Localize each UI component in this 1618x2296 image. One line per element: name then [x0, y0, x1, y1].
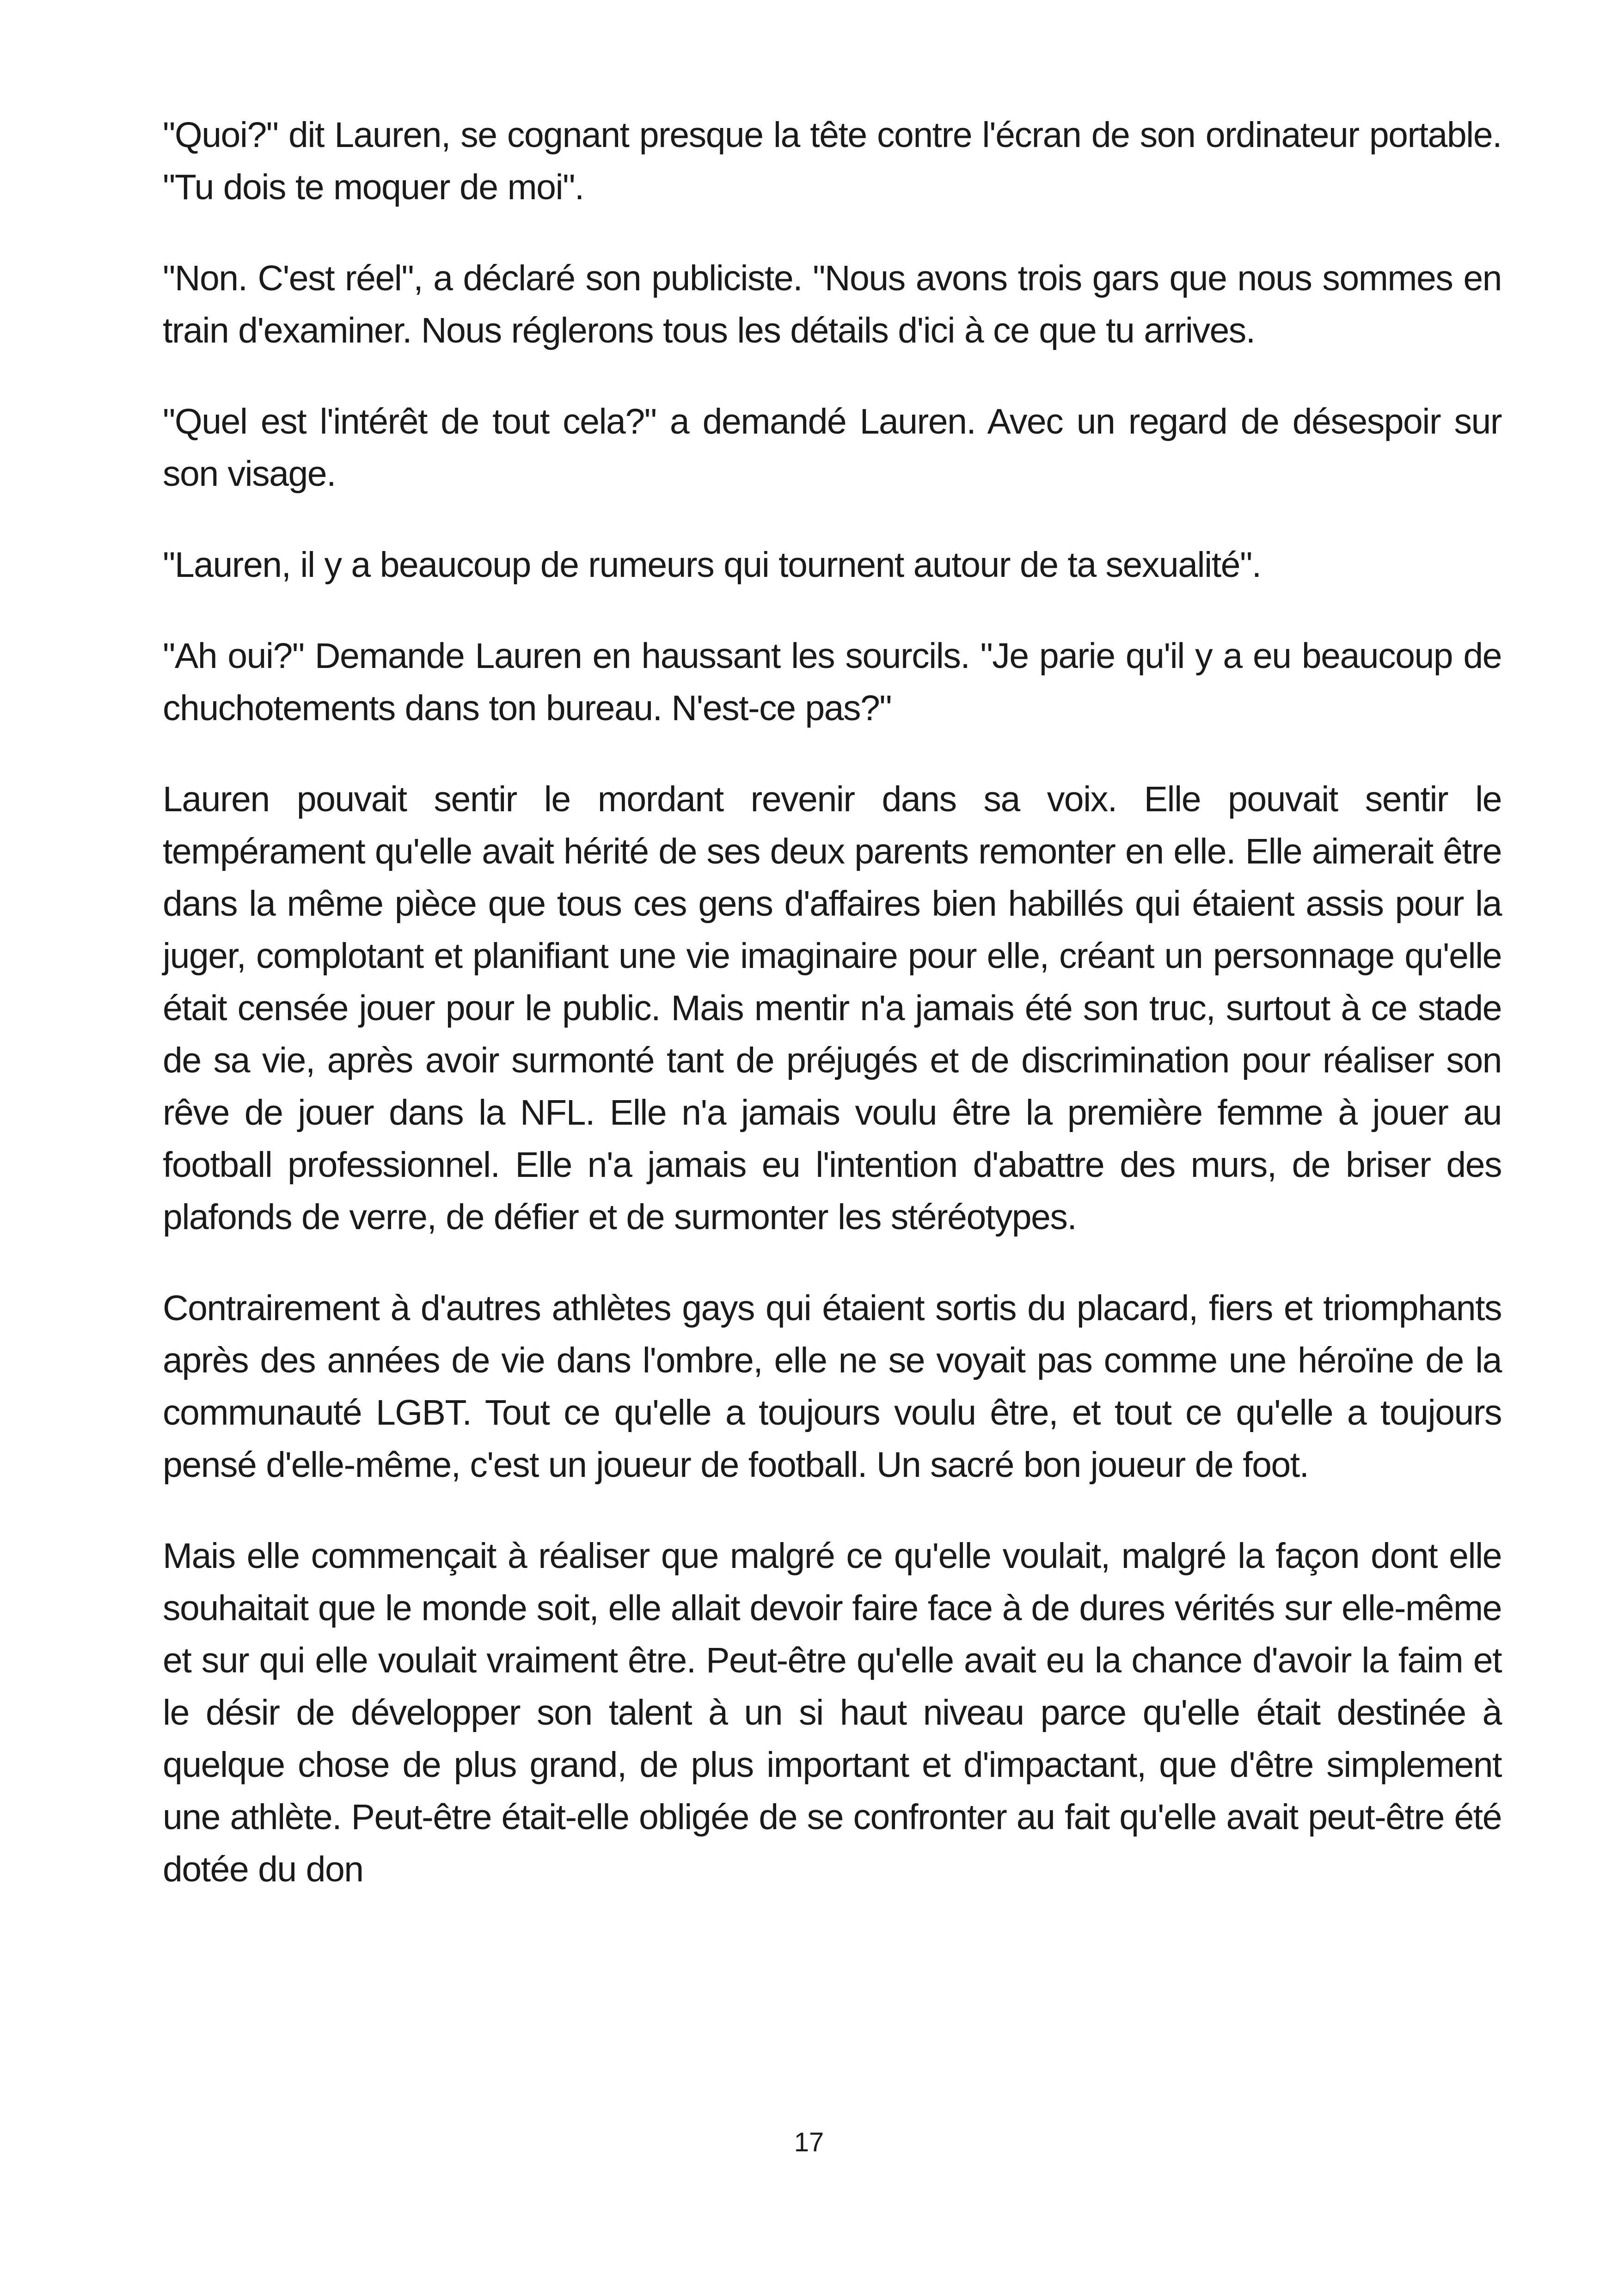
paragraph-8: Mais elle commençait à réaliser que malgré ce qu'elle voulait, malgré la façon dont elle souhaitait que le monde soit, elle allait devoir faire face à de dures vérités sur elle-même et sur qui elle voulait vraiment être. Peut-être qu'elle avait eu la chance d'avoir la faim et le désir de développer son talent à un si haut niveau parce qu'elle était destinée à quelque chose de plus grand, de plus important et d'impactant, que d'être simplement une athlète. Peut-être était-elle obligée de se confronter au fait qu'elle avait peut-être été dotée du don: [163, 1536, 1502, 1889]
paragraph-7: Contrairement à d'autres athlètes gays qui étaient sortis du placard, fiers et triomphants après des années de vie dans l'ombre, elle ne se voyait pas comme une héroïne de la communauté LGBT. Tout ce qu'elle a toujours voulu être, et tout ce qu'elle a toujours pensé d'elle-même, c'est un joueur de football. Un sacré bon joueur de foot.: [163, 1288, 1502, 1485]
page-number: 17: [794, 2127, 824, 2157]
paragraph-6: Lauren pouvait sentir le mordant revenir dans sa voix. Elle pouvait sentir le tempérament qu'elle avait hérité de ses deux parents remonter en elle. Elle aimerait être dans la même pièce que tous ces gens d'affaires bien habillés qui étaient assis pour la juger, complotant et planifiant une vie imaginaire pour elle, créant un personnage qu'elle était censée jouer pour le public. Mais mentir n'a jamais été son truc, surtout à ce stade de sa vie, après avoir surmonté tant de préjugés et de discrimination pour réaliser son rêve de jouer dans la NFL. Elle n'a jamais voulu être la première femme à jouer au football professionnel. Elle n'a jamais eu l'intention d'abattre des murs, de briser des plafonds de verre, de défier et de surmonter les stéréotypes.: [163, 779, 1502, 1237]
paragraph-5: "Ah oui?" Demande Lauren en haussant les sourcils. "Je parie qu'il y a eu beaucoup de chuchotements dans ton bureau. N'est-ce pas?": [163, 636, 1502, 728]
paragraph-1: "Quoi?" dit Lauren, se cognant presque la tête contre l'écran de son ordinateur portable. "Tu dois te moquer de moi".: [163, 115, 1502, 207]
paragraph-3: "Quel est l'intérêt de tout cela?" a demandé Lauren. Avec un regard de désespoir sur son visage.: [163, 402, 1502, 494]
paragraph-2: "Non. C'est réel", a déclaré son publiciste. "Nous avons trois gars que nous sommes en train d'examiner. Nous réglerons tous les détails d'ici à ce que tu arrives.: [163, 258, 1502, 350]
paragraph-4: "Lauren, il y a beaucoup de rumeurs qui tournent autour de ta sexualité".: [163, 545, 1261, 585]
body-text: [163, 109, 1502, 1935]
